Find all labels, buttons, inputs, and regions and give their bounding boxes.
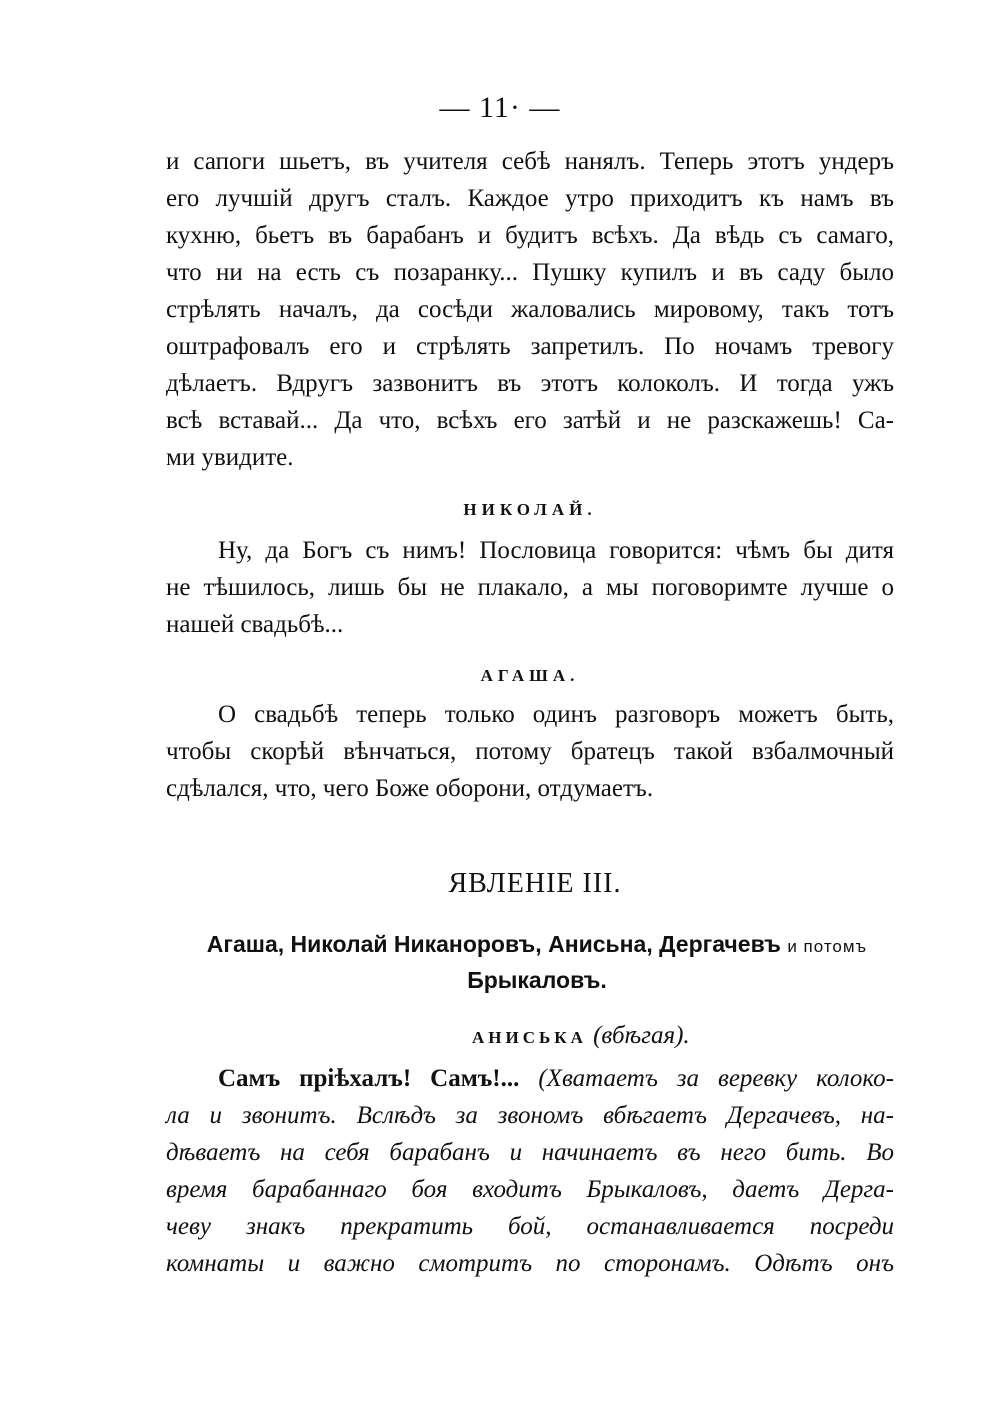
text-line: ми увидите. — [166, 444, 294, 471]
speech: Самъ пріѣхалъ! Самъ!... — [218, 1065, 520, 1092]
text-line — [166, 1064, 894, 1094]
text-line: дѣлаетъ. Вдругъ зазвонитъ въ этотъ колоколъ. И тогда ужъ — [166, 370, 894, 397]
text-line: Ну, да Богъ съ нимъ! Пословица говорится: чѣмъ бы дитя — [218, 537, 894, 564]
text-line: чтобы скорѣй вѣнчаться, потому братецъ такой взбалмочный — [166, 738, 894, 765]
text-line: дѣваетъ на себя барабанъ и начинаетъ въ него бить. Во — [166, 1139, 894, 1166]
text-line: нашей свадьбѣ... — [166, 611, 344, 638]
text-line: кухню, бьетъ въ барабанъ и будитъ всѣхъ. Да вѣдь съ самаго, — [166, 222, 894, 249]
text-line: комнаты и важно смотритъ по сторонамъ. Одѣтъ онъ — [166, 1250, 894, 1277]
text-line: стрѣлять началъ, да сосѣди жаловались мировому, такъ тотъ — [166, 296, 894, 323]
speaker-nikolay: НИКОЛАЙ. — [463, 500, 597, 519]
page-number: — 11· — — [439, 91, 561, 124]
cast-list — [0, 931, 1000, 958]
text-line: не тѣшилось, лишь бы не плакало, а мы поговоримте лучше о — [166, 574, 894, 601]
text-line: чеву знакъ прекратить бой, останавливается посреди — [166, 1213, 894, 1240]
scene-title: ЯВЛЕНІЕ III. — [448, 868, 622, 899]
text-line: и сапоги шьетъ, въ учителя себѣ нанялъ. Теперь этотъ ундеръ — [166, 148, 894, 175]
speaker-name: АНИСЬКА — [472, 1028, 587, 1047]
cast-names: Агаша, Николай Никаноровъ, Анисьна, Дергачевъ — [206, 931, 781, 957]
text-line: О свадьбѣ теперь только одинъ разговоръ можетъ быть, — [218, 701, 894, 728]
text-line: оштрафовалъ его и стрѣлять запретилъ. По ночамъ тревогу — [166, 333, 894, 360]
speaker-anisya — [472, 1022, 690, 1050]
text-line: время барабаннаго боя входитъ Брыкаловъ, даетъ Дерга- — [166, 1176, 894, 1203]
speaker-agasha: АГАША. — [480, 666, 580, 685]
cast-list-last: Брыкаловъ. — [467, 967, 607, 993]
cast-and-then: и потомъ — [787, 937, 868, 956]
stage-direction: (вбѣгая). — [593, 1022, 690, 1049]
text-line: ла и звонитъ. Вслѣдъ за звономъ вбѣгаетъ Дергачевъ, на- — [166, 1102, 894, 1129]
text-line: что ни на есть съ позаранку... Пушку купилъ и въ саду было — [166, 259, 894, 286]
text-line: сдѣлался, что, чего Боже оборони, отдумаетъ. — [166, 775, 654, 802]
stage-direction: (Хватаетъ за веревку колоко- — [538, 1065, 895, 1092]
text-line: всѣ вставай... Да что, всѣхъ его затѣй и не разскажешь! Са- — [166, 407, 894, 434]
text-line: его лучшій другъ сталъ. Каждое утро приходитъ къ намъ въ — [166, 185, 894, 212]
